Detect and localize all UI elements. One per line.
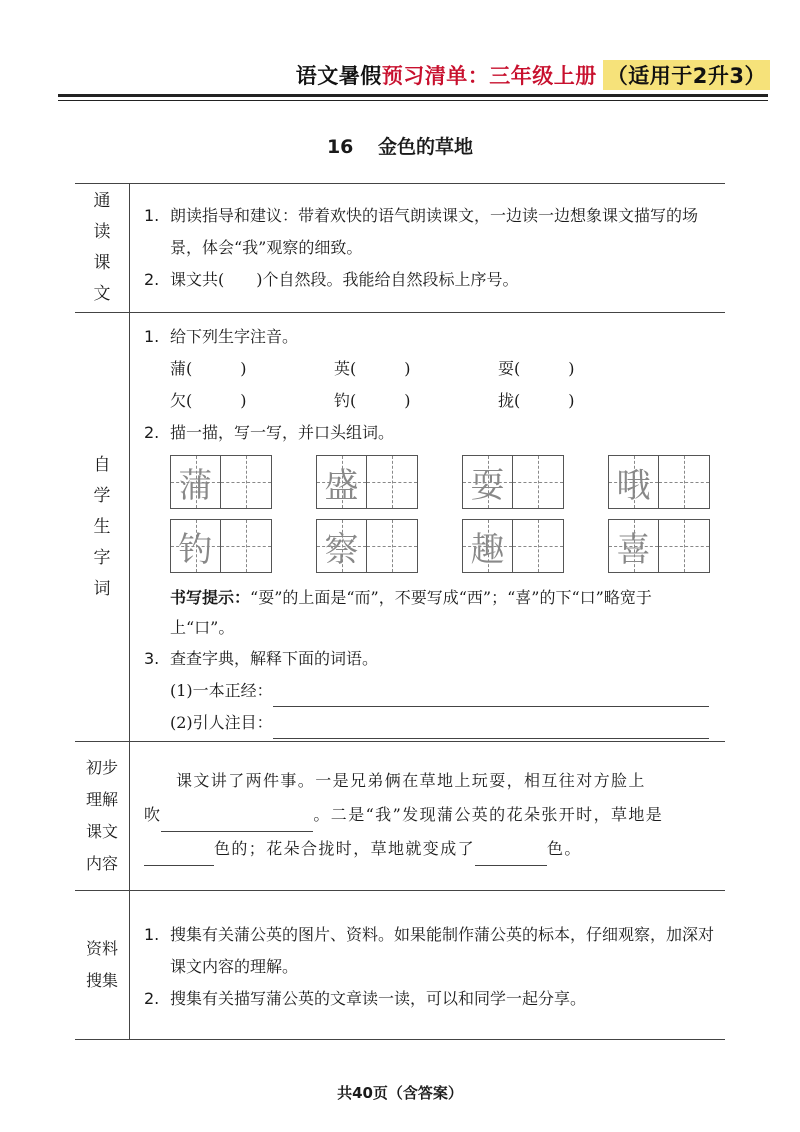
fill-blank[interactable] <box>475 843 547 866</box>
section-understand <box>75 741 725 890</box>
list-item: 2. 课文共( )个自然段。我能给自然段标上序号。 <box>144 270 519 289</box>
trace-character: 耍 <box>470 465 505 506</box>
question-2: 2. 描一描，写一写，并口头组词。 <box>144 423 395 442</box>
section-content-self-study <box>130 313 725 741</box>
pinyin-blank[interactable]: 拢( ) <box>498 391 575 410</box>
pinyin-blank[interactable]: 耍( ) <box>498 359 575 378</box>
header-rule-thick <box>58 94 768 97</box>
trace-character: 察 <box>324 529 359 570</box>
writing-cell[interactable] <box>513 456 563 508</box>
list-item: 2. 搜集有关描写蒲公英的文章读一读，可以和同学一起分享。 <box>144 989 587 1008</box>
answer-line[interactable] <box>273 684 709 707</box>
pinyin-row <box>144 353 725 385</box>
writing-cell[interactable] <box>659 520 709 572</box>
section-read <box>75 183 725 312</box>
pinyin-blank[interactable]: 英( ) <box>334 359 411 378</box>
writing-grid <box>608 455 710 509</box>
writing-grid <box>170 519 272 573</box>
list-item: 1. 搜集有关蒲公英的图片、资料。如果能制作蒲公英的标本，仔细观察，加深对课文内容的理解。 <box>144 925 715 976</box>
trace-character: 盛 <box>324 465 359 506</box>
trace-character: 喜 <box>616 529 651 570</box>
grade-badge: （适用于2升3） <box>603 60 770 90</box>
question-3: 3. 查查字典，解释下面的词语。 <box>144 649 379 668</box>
page-footer: 共40页（含答案） <box>337 1084 463 1102</box>
header-rule-thin <box>58 100 768 101</box>
writing-tip: 书写提示：“耍”的上面是“而”，不要写成“西”；“喜”的下“口”略宽于上“口”。 <box>170 588 652 637</box>
word-definition-2: (2)引人注目： <box>144 707 725 739</box>
writing-cell[interactable] <box>367 520 417 572</box>
section-content-collect <box>130 891 725 1039</box>
writing-grid <box>316 519 418 573</box>
pinyin-blank[interactable]: 欠( ) <box>170 391 247 410</box>
writing-cell[interactable] <box>221 520 271 572</box>
writing-cell[interactable] <box>513 520 563 572</box>
pinyin-row <box>144 385 725 417</box>
writing-cell[interactable] <box>367 456 417 508</box>
trace-character: 趣 <box>470 529 505 570</box>
lesson-name: 金色的草地 <box>378 136 474 158</box>
header-title-part2: 预习清单：三年级上册 <box>381 64 597 88</box>
question-1: 1. 给下列生字注音。 <box>144 327 299 346</box>
pinyin-blank[interactable]: 蒲( ) <box>170 359 247 378</box>
section-label-self-study: 自 学 生 字 词 <box>75 313 130 741</box>
lesson-title <box>0 132 800 159</box>
pinyin-blank[interactable]: 钓( ) <box>334 391 411 410</box>
writing-cell[interactable] <box>221 456 271 508</box>
word-definition-1: (1)一本正经： <box>144 675 725 707</box>
worksheet-table <box>75 183 725 1040</box>
trace-character: 蒲 <box>178 465 213 506</box>
section-self-study <box>75 312 725 741</box>
section-collect <box>75 890 725 1040</box>
section-label-collect: 资料 搜集 <box>75 891 130 1039</box>
page-header <box>296 58 770 92</box>
section-label-read: 通 读 课 文 <box>75 184 130 312</box>
writing-grid <box>316 455 418 509</box>
writing-grid-row <box>144 519 725 573</box>
trace-character: 钓 <box>178 529 213 570</box>
trace-character: 哦 <box>616 465 651 506</box>
writing-cell[interactable] <box>659 456 709 508</box>
paragraph-line: 吹 。二是“我”发现蒲公英的花朵张开时，草地是 <box>144 798 725 832</box>
answer-line[interactable] <box>273 716 709 739</box>
fill-blank[interactable] <box>161 809 313 832</box>
header-title-part1: 语文暑假 <box>295 64 382 88</box>
fill-blank[interactable] <box>144 843 214 866</box>
paragraph-line: 课文讲了两件事。一是兄弟俩在草地上玩耍，相互往对方脸上 <box>176 771 646 790</box>
paragraph-line: 色的；花朵合拢时，草地就变成了 色。 <box>144 832 725 866</box>
list-item: 1. 朗读指导和建议：带着欢快的语气朗读课文，一边读一边想象课文描写的场景，体会“我”观察的细致。 <box>144 206 699 257</box>
writing-grid <box>462 455 564 509</box>
section-label-understand: 初步 理解 课文 内容 <box>75 742 130 890</box>
writing-grid <box>462 519 564 573</box>
section-content-read <box>130 184 725 312</box>
writing-grid <box>608 519 710 573</box>
lesson-number: 16 <box>326 136 354 158</box>
section-content-understand <box>130 742 725 890</box>
writing-grid-row <box>144 455 725 509</box>
writing-grid <box>170 455 272 509</box>
